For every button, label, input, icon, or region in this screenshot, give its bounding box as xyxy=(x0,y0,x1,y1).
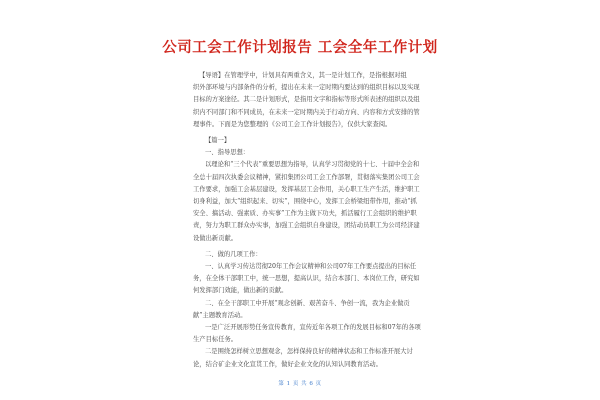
subheading-tasks: 二、做的几项工作： xyxy=(205,250,262,258)
paragraph-guiding-thought: 以理论和“三个代表”重要思想为指导，认真学习贯彻党的十七、十届中全会和全总十届四次执委会议精神，紧扣集团公司工会工作部署，贯彻落实集团公司工会工作要求，加强工会基层建设，发挥基层工会作用，关心职工生产生活，维护职工切身利益，加大“组织起来、切实”，围绕中心，发挥工会桥梁纽带作用，推动“抓安全、搞活动、强素质、办实事”工作为主做下功夫，抓活履行工会组织的维护职责，努力为职工群众办实事，加强工会组织自身建设，团结动员职工为公司经济建设做出新贡献。 xyxy=(193,161,420,242)
paragraph-task-1: 一、认真学习传达贯彻20年工作会议精神和公司07年工作要点提出的目标任务，在全体干部职工中，统一思想，提高认识，结合本部门、本岗位工作，研究如何发挥部门效能，做出新的贡献。 xyxy=(193,263,420,295)
subheading-guiding-thought: 一、指导思想： xyxy=(205,149,250,157)
section-heading: 【篇一】 xyxy=(205,137,231,145)
paragraph-task-2a: 一是广泛开展形势任务宣传教育，宣传近年各项工作的发展目标和07年的各项生产目标任务。 xyxy=(193,324,421,344)
document-body xyxy=(193,70,423,371)
paragraph-task-2: 二、在全干部职工中开展“观念创新、艰苦奋斗、争创一流，我为企业做贡献”主题教育活动。 xyxy=(193,299,410,319)
page-number-footer: 第 1 页 共 6 页 xyxy=(278,381,322,387)
paragraph-task-2b: 二是围绕怎样树立思想观念，怎样保持良好的精神状态和工作标准开展大讨论，结合矿企业文化宣贯工作，做好企业文化的认知认同教育活动。 xyxy=(193,348,413,368)
intro-paragraph-lead: 【导语】在管理学中，计划具有两重含义，其一是计划工作，是指根据对组 xyxy=(199,72,407,79)
page-title: 公司工会工作计划报告 工会全年工作计划 xyxy=(162,40,438,56)
intro-paragraph: 织外部环境与内部条件的分析，提出在未来一定时期内要达到的组织目标以及实现目标的方案途径。其二是计划形式，是指用文字和指标等形式所表述的组织以及组织内不同部门和不同成员，在未来一定时期内关于行动方向、内容和方式安排的管理事件。下面是为您整理的《公司工会工作计划报告》，仅供大家查阅。 xyxy=(193,84,420,128)
